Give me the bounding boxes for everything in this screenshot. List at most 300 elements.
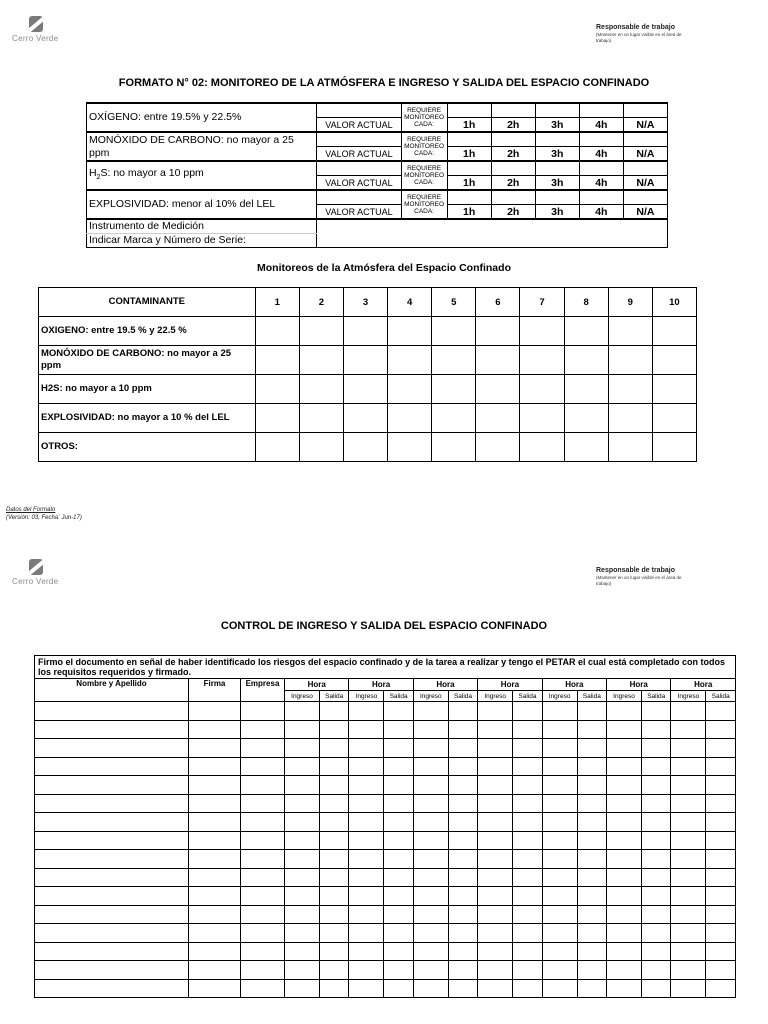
control-cell[interactable]: [577, 887, 606, 906]
monitoring-cell[interactable]: [432, 346, 476, 375]
control-cell[interactable]: [319, 776, 348, 795]
control-cell[interactable]: [319, 813, 348, 832]
control-cell[interactable]: [35, 961, 189, 980]
control-cell[interactable]: [607, 961, 642, 980]
control-cell[interactable]: [478, 905, 513, 924]
control-cell[interactable]: [607, 776, 642, 795]
control-cell[interactable]: [513, 813, 542, 832]
control-cell[interactable]: [577, 850, 606, 869]
control-cell[interactable]: [448, 757, 477, 776]
control-cell[interactable]: [189, 739, 241, 758]
control-cell[interactable]: [35, 887, 189, 906]
frequency-checkbox[interactable]: [623, 103, 667, 118]
monitoring-cell[interactable]: [608, 404, 652, 433]
control-cell[interactable]: [478, 757, 513, 776]
frequency-checkbox[interactable]: [579, 161, 623, 176]
control-cell[interactable]: [319, 868, 348, 887]
control-cell[interactable]: [241, 702, 285, 721]
control-cell[interactable]: [706, 979, 736, 998]
control-cell[interactable]: [35, 831, 189, 850]
control-cell[interactable]: [607, 757, 642, 776]
control-cell[interactable]: [478, 831, 513, 850]
control-cell[interactable]: [189, 924, 241, 943]
control-cell[interactable]: [448, 794, 477, 813]
control-cell[interactable]: [448, 887, 477, 906]
control-cell[interactable]: [478, 850, 513, 869]
monitoring-cell[interactable]: [520, 404, 564, 433]
monitoring-cell[interactable]: [432, 433, 476, 462]
control-cell[interactable]: [413, 757, 448, 776]
control-cell[interactable]: [642, 905, 671, 924]
control-cell[interactable]: [384, 776, 413, 795]
control-cell[interactable]: [671, 961, 706, 980]
control-cell[interactable]: [607, 813, 642, 832]
control-cell[interactable]: [642, 794, 671, 813]
frequency-checkbox[interactable]: [491, 190, 535, 205]
frequency-checkbox[interactable]: [447, 132, 491, 147]
control-cell[interactable]: [671, 739, 706, 758]
control-cell[interactable]: [319, 979, 348, 998]
monitoring-cell[interactable]: [299, 404, 343, 433]
control-cell[interactable]: [577, 979, 606, 998]
monitoring-cell[interactable]: [564, 375, 608, 404]
control-cell[interactable]: [478, 961, 513, 980]
frequency-checkbox[interactable]: [579, 132, 623, 147]
control-cell[interactable]: [189, 702, 241, 721]
control-cell[interactable]: [542, 924, 577, 943]
control-cell[interactable]: [413, 776, 448, 795]
monitoring-cell[interactable]: [343, 433, 387, 462]
control-cell[interactable]: [413, 887, 448, 906]
control-cell[interactable]: [448, 739, 477, 758]
control-cell[interactable]: [413, 979, 448, 998]
control-cell[interactable]: [513, 924, 542, 943]
monitoring-cell[interactable]: [564, 404, 608, 433]
control-cell[interactable]: [642, 850, 671, 869]
control-cell[interactable]: [319, 942, 348, 961]
control-cell[interactable]: [478, 979, 513, 998]
control-cell[interactable]: [189, 905, 241, 924]
control-cell[interactable]: [285, 924, 320, 943]
control-cell[interactable]: [448, 961, 477, 980]
control-cell[interactable]: [189, 850, 241, 869]
control-cell[interactable]: [448, 720, 477, 739]
control-cell[interactable]: [706, 905, 736, 924]
control-cell[interactable]: [189, 887, 241, 906]
monitoring-cell[interactable]: [388, 375, 432, 404]
control-cell[interactable]: [349, 739, 384, 758]
control-cell[interactable]: [513, 887, 542, 906]
monitoring-cell[interactable]: [255, 346, 299, 375]
monitoring-cell[interactable]: [432, 317, 476, 346]
control-cell[interactable]: [319, 887, 348, 906]
control-cell[interactable]: [542, 850, 577, 869]
control-cell[interactable]: [513, 831, 542, 850]
control-cell[interactable]: [671, 868, 706, 887]
control-cell[interactable]: [384, 831, 413, 850]
control-cell[interactable]: [413, 850, 448, 869]
control-cell[interactable]: [607, 905, 642, 924]
monitoring-cell[interactable]: [652, 346, 696, 375]
control-cell[interactable]: [349, 776, 384, 795]
control-cell[interactable]: [413, 924, 448, 943]
control-cell[interactable]: [513, 961, 542, 980]
control-cell[interactable]: [285, 850, 320, 869]
monitoring-cell[interactable]: [608, 433, 652, 462]
control-cell[interactable]: [241, 813, 285, 832]
control-cell[interactable]: [319, 702, 348, 721]
instrument-field[interactable]: [317, 219, 668, 247]
control-cell[interactable]: [241, 720, 285, 739]
control-cell[interactable]: [349, 979, 384, 998]
control-cell[interactable]: [642, 813, 671, 832]
control-cell[interactable]: [448, 942, 477, 961]
monitoring-cell[interactable]: [476, 346, 520, 375]
control-cell[interactable]: [384, 739, 413, 758]
control-cell[interactable]: [478, 702, 513, 721]
control-cell[interactable]: [285, 961, 320, 980]
frequency-checkbox[interactable]: [535, 190, 579, 205]
control-cell[interactable]: [189, 813, 241, 832]
control-cell[interactable]: [706, 924, 736, 943]
control-cell[interactable]: [671, 942, 706, 961]
control-cell[interactable]: [349, 813, 384, 832]
frequency-checkbox[interactable]: [447, 103, 491, 118]
control-cell[interactable]: [671, 794, 706, 813]
control-cell[interactable]: [384, 942, 413, 961]
control-cell[interactable]: [413, 702, 448, 721]
control-cell[interactable]: [413, 794, 448, 813]
control-cell[interactable]: [319, 850, 348, 869]
control-cell[interactable]: [478, 924, 513, 943]
control-cell[interactable]: [285, 776, 320, 795]
monitoring-cell[interactable]: [564, 317, 608, 346]
control-cell[interactable]: [241, 942, 285, 961]
control-cell[interactable]: [542, 905, 577, 924]
control-cell[interactable]: [478, 813, 513, 832]
control-cell[interactable]: [349, 702, 384, 721]
monitoring-cell[interactable]: [255, 404, 299, 433]
control-cell[interactable]: [706, 776, 736, 795]
control-cell[interactable]: [706, 850, 736, 869]
control-cell[interactable]: [241, 961, 285, 980]
control-cell[interactable]: [319, 794, 348, 813]
control-cell[interactable]: [642, 739, 671, 758]
control-cell[interactable]: [671, 776, 706, 795]
control-cell[interactable]: [671, 979, 706, 998]
control-cell[interactable]: [384, 720, 413, 739]
control-cell[interactable]: [542, 702, 577, 721]
valor-actual-field[interactable]: VALOR ACTUAL: [317, 205, 401, 220]
control-cell[interactable]: [448, 813, 477, 832]
control-cell[interactable]: [513, 739, 542, 758]
monitoring-cell[interactable]: [343, 404, 387, 433]
control-cell[interactable]: [513, 794, 542, 813]
frequency-checkbox[interactable]: [447, 161, 491, 176]
control-cell[interactable]: [542, 887, 577, 906]
control-cell[interactable]: [671, 905, 706, 924]
control-cell[interactable]: [642, 979, 671, 998]
monitoring-cell[interactable]: [520, 317, 564, 346]
valor-actual-field[interactable]: VALOR ACTUAL: [317, 118, 401, 133]
control-cell[interactable]: [189, 720, 241, 739]
frequency-checkbox[interactable]: [579, 103, 623, 118]
control-cell[interactable]: [349, 850, 384, 869]
frequency-checkbox[interactable]: [623, 190, 667, 205]
control-cell[interactable]: [513, 720, 542, 739]
control-cell[interactable]: [189, 757, 241, 776]
control-cell[interactable]: [577, 868, 606, 887]
monitoring-cell[interactable]: [564, 433, 608, 462]
control-cell[interactable]: [241, 831, 285, 850]
control-cell[interactable]: [319, 831, 348, 850]
control-cell[interactable]: [189, 831, 241, 850]
control-cell[interactable]: [285, 702, 320, 721]
control-cell[interactable]: [642, 720, 671, 739]
control-cell[interactable]: [285, 739, 320, 758]
control-cell[interactable]: [542, 942, 577, 961]
control-cell[interactable]: [671, 720, 706, 739]
control-cell[interactable]: [241, 979, 285, 998]
control-cell[interactable]: [285, 794, 320, 813]
control-cell[interactable]: [285, 757, 320, 776]
control-cell[interactable]: [448, 905, 477, 924]
control-cell[interactable]: [189, 942, 241, 961]
control-cell[interactable]: [35, 905, 189, 924]
control-cell[interactable]: [478, 720, 513, 739]
control-cell[interactable]: [706, 739, 736, 758]
control-cell[interactable]: [319, 961, 348, 980]
control-cell[interactable]: [448, 924, 477, 943]
control-cell[interactable]: [671, 702, 706, 721]
monitoring-cell[interactable]: [520, 346, 564, 375]
monitoring-cell[interactable]: [432, 404, 476, 433]
control-cell[interactable]: [607, 739, 642, 758]
control-cell[interactable]: [607, 979, 642, 998]
control-cell[interactable]: [513, 757, 542, 776]
control-cell[interactable]: [241, 850, 285, 869]
control-cell[interactable]: [285, 720, 320, 739]
control-cell[interactable]: [349, 905, 384, 924]
control-cell[interactable]: [577, 924, 606, 943]
control-cell[interactable]: [349, 757, 384, 776]
monitoring-cell[interactable]: [388, 317, 432, 346]
control-cell[interactable]: [448, 850, 477, 869]
control-cell[interactable]: [384, 924, 413, 943]
control-cell[interactable]: [607, 942, 642, 961]
control-cell[interactable]: [671, 887, 706, 906]
control-cell[interactable]: [35, 850, 189, 869]
control-cell[interactable]: [542, 776, 577, 795]
control-cell[interactable]: [241, 757, 285, 776]
control-cell[interactable]: [413, 942, 448, 961]
monitoring-cell[interactable]: [299, 375, 343, 404]
monitoring-cell[interactable]: [388, 404, 432, 433]
monitoring-cell[interactable]: [299, 317, 343, 346]
control-cell[interactable]: [671, 813, 706, 832]
control-cell[interactable]: [384, 868, 413, 887]
control-cell[interactable]: [35, 776, 189, 795]
control-cell[interactable]: [577, 702, 606, 721]
monitoring-cell[interactable]: [608, 317, 652, 346]
control-cell[interactable]: [671, 924, 706, 943]
control-cell[interactable]: [542, 720, 577, 739]
monitoring-cell[interactable]: [476, 375, 520, 404]
control-cell[interactable]: [448, 831, 477, 850]
control-cell[interactable]: [607, 868, 642, 887]
monitoring-cell[interactable]: [388, 433, 432, 462]
control-cell[interactable]: [706, 720, 736, 739]
control-cell[interactable]: [607, 702, 642, 721]
control-cell[interactable]: [642, 702, 671, 721]
monitoring-cell[interactable]: [299, 346, 343, 375]
frequency-checkbox[interactable]: [491, 132, 535, 147]
control-cell[interactable]: [478, 794, 513, 813]
control-cell[interactable]: [577, 813, 606, 832]
control-cell[interactable]: [285, 942, 320, 961]
frequency-checkbox[interactable]: [623, 132, 667, 147]
control-cell[interactable]: [349, 720, 384, 739]
control-cell[interactable]: [384, 757, 413, 776]
control-cell[interactable]: [319, 905, 348, 924]
control-cell[interactable]: [35, 757, 189, 776]
control-cell[interactable]: [349, 942, 384, 961]
control-cell[interactable]: [241, 739, 285, 758]
control-cell[interactable]: [319, 924, 348, 943]
monitoring-cell[interactable]: [608, 346, 652, 375]
control-cell[interactable]: [384, 813, 413, 832]
control-cell[interactable]: [319, 757, 348, 776]
control-cell[interactable]: [189, 961, 241, 980]
control-cell[interactable]: [189, 868, 241, 887]
control-cell[interactable]: [577, 831, 606, 850]
monitoring-cell[interactable]: [652, 317, 696, 346]
control-cell[interactable]: [241, 868, 285, 887]
control-cell[interactable]: [413, 720, 448, 739]
control-cell[interactable]: [448, 776, 477, 795]
control-cell[interactable]: [706, 942, 736, 961]
control-cell[interactable]: [285, 905, 320, 924]
control-cell[interactable]: [35, 868, 189, 887]
control-cell[interactable]: [577, 961, 606, 980]
control-cell[interactable]: [577, 739, 606, 758]
frequency-checkbox[interactable]: [535, 132, 579, 147]
control-cell[interactable]: [513, 905, 542, 924]
control-cell[interactable]: [542, 813, 577, 832]
control-cell[interactable]: [542, 794, 577, 813]
control-cell[interactable]: [607, 924, 642, 943]
control-cell[interactable]: [349, 961, 384, 980]
control-cell[interactable]: [642, 887, 671, 906]
control-cell[interactable]: [706, 961, 736, 980]
control-cell[interactable]: [189, 979, 241, 998]
control-cell[interactable]: [413, 739, 448, 758]
monitoring-cell[interactable]: [652, 375, 696, 404]
monitoring-cell[interactable]: [608, 375, 652, 404]
control-cell[interactable]: [706, 702, 736, 721]
control-cell[interactable]: [241, 924, 285, 943]
control-cell[interactable]: [35, 739, 189, 758]
control-cell[interactable]: [577, 757, 606, 776]
control-cell[interactable]: [542, 831, 577, 850]
monitoring-cell[interactable]: [652, 433, 696, 462]
control-cell[interactable]: [577, 776, 606, 795]
control-cell[interactable]: [513, 979, 542, 998]
monitoring-cell[interactable]: [255, 433, 299, 462]
control-cell[interactable]: [706, 831, 736, 850]
control-cell[interactable]: [642, 868, 671, 887]
control-cell[interactable]: [285, 813, 320, 832]
control-cell[interactable]: [319, 739, 348, 758]
control-cell[interactable]: [706, 887, 736, 906]
frequency-checkbox[interactable]: [579, 190, 623, 205]
control-cell[interactable]: [542, 868, 577, 887]
frequency-checkbox[interactable]: [491, 161, 535, 176]
control-cell[interactable]: [189, 794, 241, 813]
monitoring-cell[interactable]: [255, 317, 299, 346]
control-cell[interactable]: [349, 868, 384, 887]
control-cell[interactable]: [706, 813, 736, 832]
control-cell[interactable]: [513, 702, 542, 721]
frequency-checkbox[interactable]: [535, 161, 579, 176]
monitoring-cell[interactable]: [432, 375, 476, 404]
control-cell[interactable]: [642, 961, 671, 980]
valor-actual-field[interactable]: VALOR ACTUAL: [317, 176, 401, 191]
control-cell[interactable]: [285, 979, 320, 998]
monitoring-cell[interactable]: [520, 433, 564, 462]
control-cell[interactable]: [319, 720, 348, 739]
control-cell[interactable]: [577, 720, 606, 739]
control-cell[interactable]: [35, 979, 189, 998]
control-cell[interactable]: [384, 905, 413, 924]
control-cell[interactable]: [513, 868, 542, 887]
control-cell[interactable]: [642, 776, 671, 795]
control-cell[interactable]: [542, 961, 577, 980]
control-cell[interactable]: [384, 794, 413, 813]
control-cell[interactable]: [642, 942, 671, 961]
control-cell[interactable]: [35, 794, 189, 813]
control-cell[interactable]: [349, 887, 384, 906]
control-cell[interactable]: [478, 887, 513, 906]
monitoring-cell[interactable]: [652, 404, 696, 433]
control-cell[interactable]: [478, 776, 513, 795]
frequency-checkbox[interactable]: [535, 103, 579, 118]
monitoring-cell[interactable]: [520, 375, 564, 404]
control-cell[interactable]: [642, 924, 671, 943]
control-cell[interactable]: [577, 794, 606, 813]
control-cell[interactable]: [413, 905, 448, 924]
control-cell[interactable]: [642, 757, 671, 776]
frequency-checkbox[interactable]: [447, 190, 491, 205]
control-cell[interactable]: [35, 924, 189, 943]
control-cell[interactable]: [706, 757, 736, 776]
control-cell[interactable]: [542, 739, 577, 758]
control-cell[interactable]: [35, 702, 189, 721]
control-cell[interactable]: [241, 887, 285, 906]
control-cell[interactable]: [448, 702, 477, 721]
control-cell[interactable]: [285, 831, 320, 850]
monitoring-cell[interactable]: [476, 433, 520, 462]
monitoring-cell[interactable]: [299, 433, 343, 462]
control-cell[interactable]: [384, 887, 413, 906]
control-cell[interactable]: [671, 757, 706, 776]
control-cell[interactable]: [478, 739, 513, 758]
control-cell[interactable]: [577, 905, 606, 924]
control-cell[interactable]: [349, 924, 384, 943]
control-cell[interactable]: [542, 757, 577, 776]
control-cell[interactable]: [607, 794, 642, 813]
control-cell[interactable]: [349, 794, 384, 813]
